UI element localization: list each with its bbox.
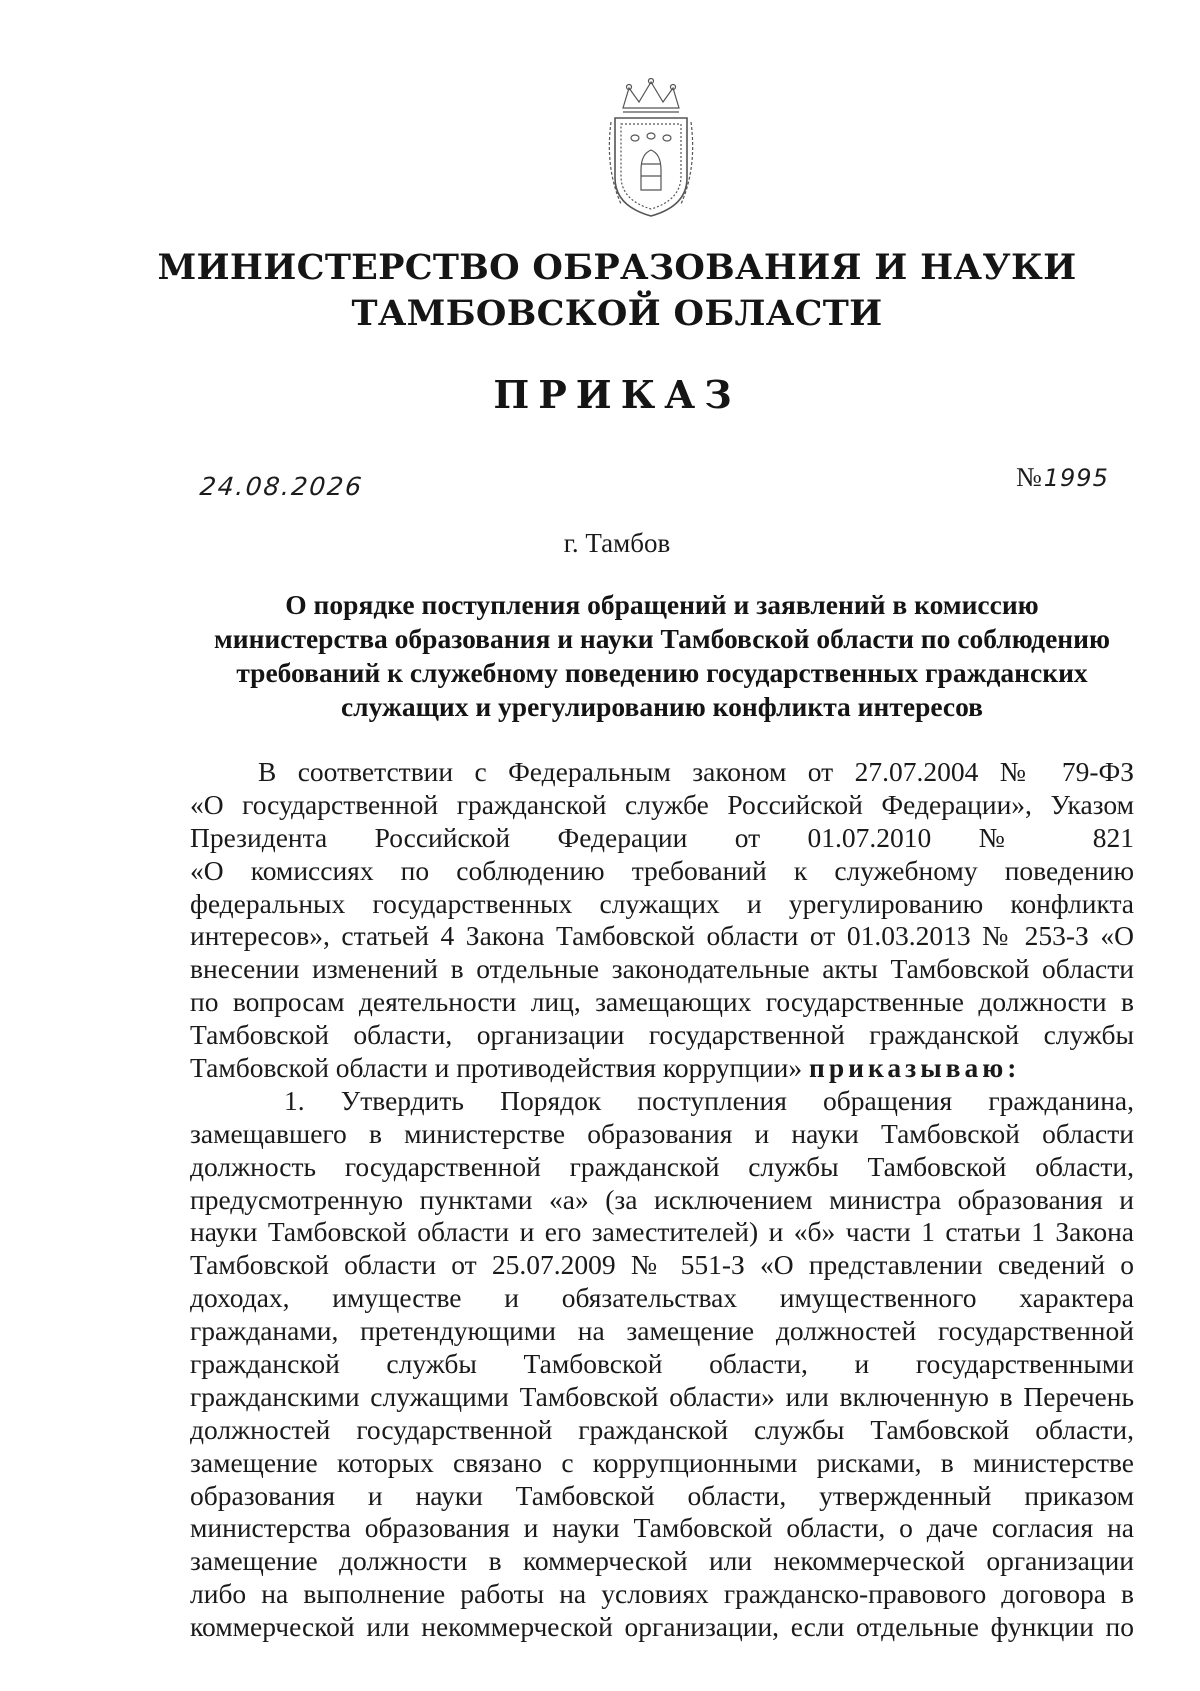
order-word: приказываю: <box>809 1052 1021 1084</box>
body-line: науки Тамбовской области и его заместителей) и «б» части 1 статьи 1 Закона <box>190 1216 1134 1248</box>
body-line: Президента Российской Федерации от 01.07.2010 № 821 <box>190 821 1134 853</box>
coat-of-arms-icon <box>601 78 701 220</box>
title-line: О порядке поступления обращений и заявлений в комиссию <box>285 589 1039 620</box>
body-line: внесении изменений в отдельные законодательные акты Тамбовской области <box>190 953 1134 985</box>
body-line: предусмотренную пунктами «а» (за исключением министра образования и <box>190 1183 1134 1215</box>
number-sign: № <box>1016 462 1042 492</box>
body-line: должность государственной гражданской службы Тамбовской области, <box>190 1150 1134 1182</box>
body-line: замещавшего в министерстве образования и науки Тамбовской области <box>190 1117 1134 1149</box>
document-type: ПРИКАЗ <box>493 372 741 417</box>
body-line: замещение которых связано с коррупционными рисками, в министерстве <box>190 1446 1134 1478</box>
body-line: замещение должности в коммерческой или некоммерческой организации <box>190 1545 1134 1577</box>
body-line: «О комиссиях по соблюдению требований к служебному поведению <box>190 854 1134 886</box>
body-line: по вопросам деятельности лиц, замещающих государственные должности в <box>190 986 1134 1018</box>
ministry-name-line-2: ТАМБОВСКОЙ ОБЛАСТИ <box>351 293 883 334</box>
body-line-text: Тамбовской области и противодействия коррупции» <box>190 1052 803 1084</box>
order-title <box>190 588 1134 724</box>
body-line: интересов», статьей 4 Закона Тамбовской области от 01.03.2013 № 253-З «О <box>190 920 1134 952</box>
title-line: министерства образования и науки Тамбовской области по соблюдению <box>214 623 1110 654</box>
body-line: доходах, имуществе и обязательствах имущественного характера <box>190 1282 1134 1314</box>
body-line: должностей государственной гражданской службы Тамбовской области, <box>190 1413 1134 1445</box>
body-line: Тамбовской области, организации государственной гражданской службы <box>190 1019 1134 1051</box>
order-number <box>1016 462 1109 493</box>
title-line: служащих и урегулированию конфликта интересов <box>340 691 984 722</box>
body-line: В соответствии с Федеральным законом от 27.07.2004 № 79-ФЗ <box>258 756 1134 787</box>
body-line: коммерческой или некоммерческой организации, если отдельные функции по <box>190 1611 1134 1643</box>
order-body <box>190 756 1134 1644</box>
body-line: федеральных государственных служащих и урегулированию конфликта <box>190 887 1134 919</box>
body-line: гражданами, претендующими на замещение должностей государственной <box>190 1315 1134 1347</box>
body-line: гражданской службы Тамбовской области, и государственными <box>190 1348 1134 1380</box>
body-line: гражданскими служащими Тамбовской области» или включенную в Перечень <box>190 1380 1134 1412</box>
ministry-name-line-1: МИНИСТЕРСТВО ОБРАЗОВАНИЯ И НАУКИ <box>157 247 1077 288</box>
body-line: образования и науки Тамбовской области, утвержденный приказом <box>190 1479 1134 1511</box>
body-line-with-order-word <box>190 1052 1134 1085</box>
city: г. Тамбов <box>563 528 671 558</box>
body-line: Тамбовской области от 25.07.2009 № 551-З «О представлении сведений о <box>190 1249 1134 1281</box>
order-date: 24.08.2026 <box>198 472 365 501</box>
body-line: либо на выполнение работы на условиях гражданско-правового договора в <box>190 1578 1134 1610</box>
title-line: требований к служебному поведению государственных гражданских <box>236 657 1088 688</box>
body-line: министерства образования и науки Тамбовской области, о даче согласия на <box>190 1512 1134 1544</box>
order-number-value: 1995 <box>1043 464 1109 492</box>
body-line: «О государственной гражданской службе Российской Федерации», Указом <box>190 788 1134 820</box>
body-line: 1. Утвердить Порядок поступления обращения гражданина, <box>284 1084 1134 1116</box>
